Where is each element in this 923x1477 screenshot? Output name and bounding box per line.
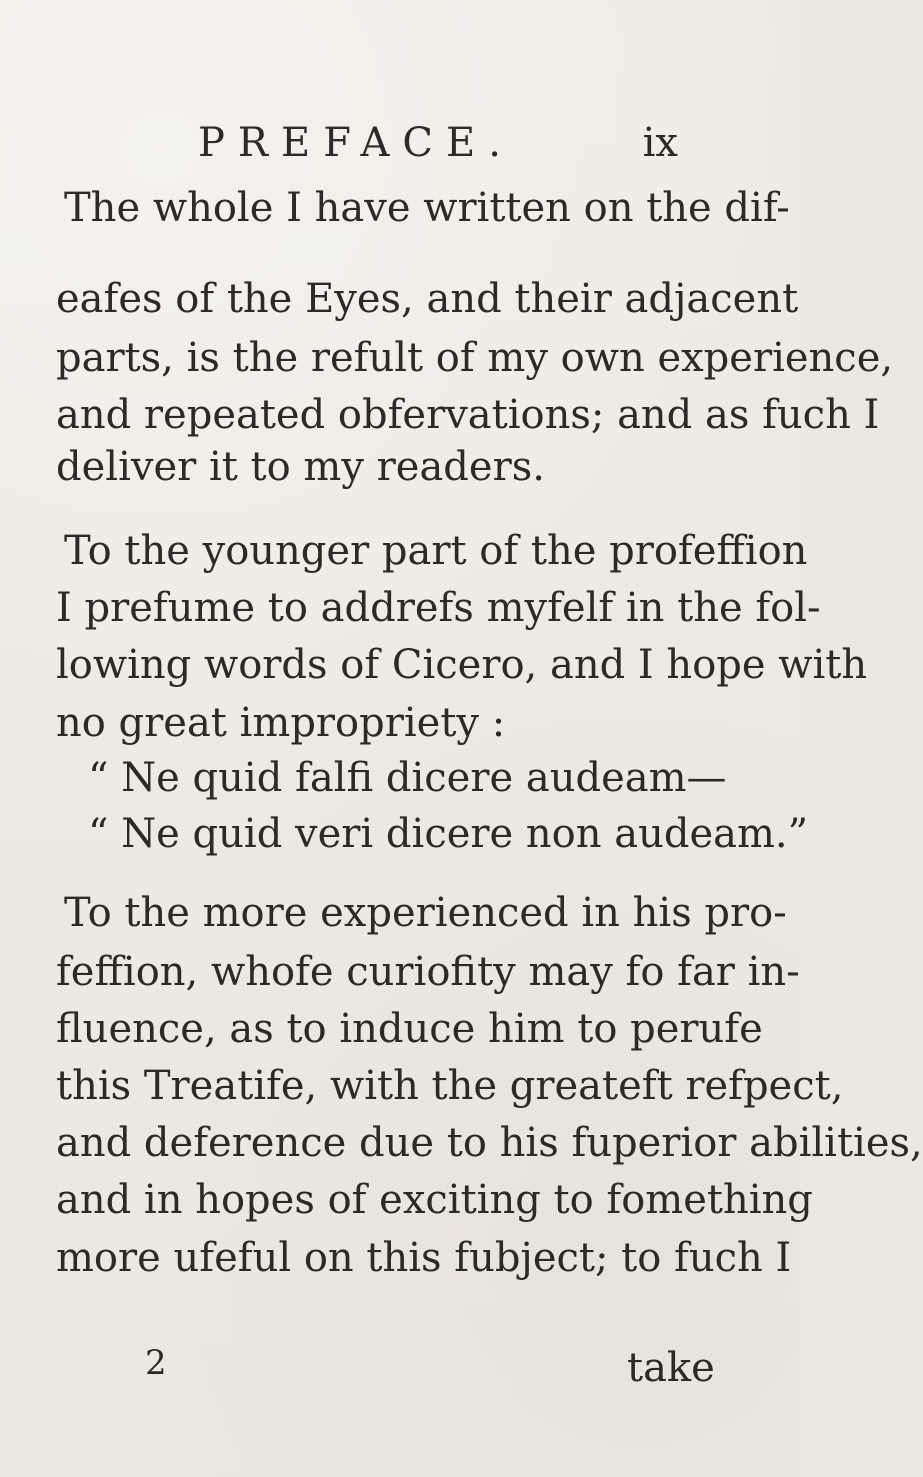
paragraph-line: To the younger part of the profeffion: [64, 528, 808, 574]
paragraph-line: and deference due to his fuperior abilities,: [56, 1120, 923, 1166]
paragraph-line: no great impropriety :: [56, 700, 506, 746]
paragraph-line: and in hopes of exciting to fomething: [56, 1177, 813, 1223]
paragraph-line: feffion, whofe curiofity may fo far in-: [56, 949, 800, 995]
quotation-line: “ Ne quid veri dicere non audeam.”: [88, 811, 809, 857]
paragraph-line: more ufeful on this fubject; to fuch I: [56, 1235, 792, 1281]
page-title: PREFACE.: [198, 120, 514, 166]
running-head: [198, 113, 678, 166]
paragraph-line: The whole I have written on the dif-: [64, 185, 790, 231]
paragraph-line: and repeated obfervations; and as fuch I: [56, 392, 880, 438]
paragraph-line: deliver it to my readers.: [56, 444, 545, 490]
paragraph-line: this Treatife, with the greateft refpect,: [56, 1063, 844, 1109]
quotation-line: “ Ne quid falfi dicere audeam—: [88, 755, 727, 801]
paragraph-line: To the more experienced in his pro-: [64, 890, 787, 936]
paragraph-line: eafes of the Eyes, and their adjacent: [56, 276, 799, 322]
page-number: ix: [642, 120, 678, 166]
paragraph-line: I prefume to addrefs myfelf in the fol-: [56, 585, 821, 631]
catchword: take: [627, 1345, 715, 1391]
paragraph-line: fluence, as to induce him to perufe: [56, 1006, 763, 1052]
signature-mark: 2: [145, 1343, 167, 1383]
paragraph-line: parts, is the refult of my own experience,: [56, 335, 894, 381]
paragraph-line: lowing words of Cicero, and I hope with: [56, 642, 868, 688]
